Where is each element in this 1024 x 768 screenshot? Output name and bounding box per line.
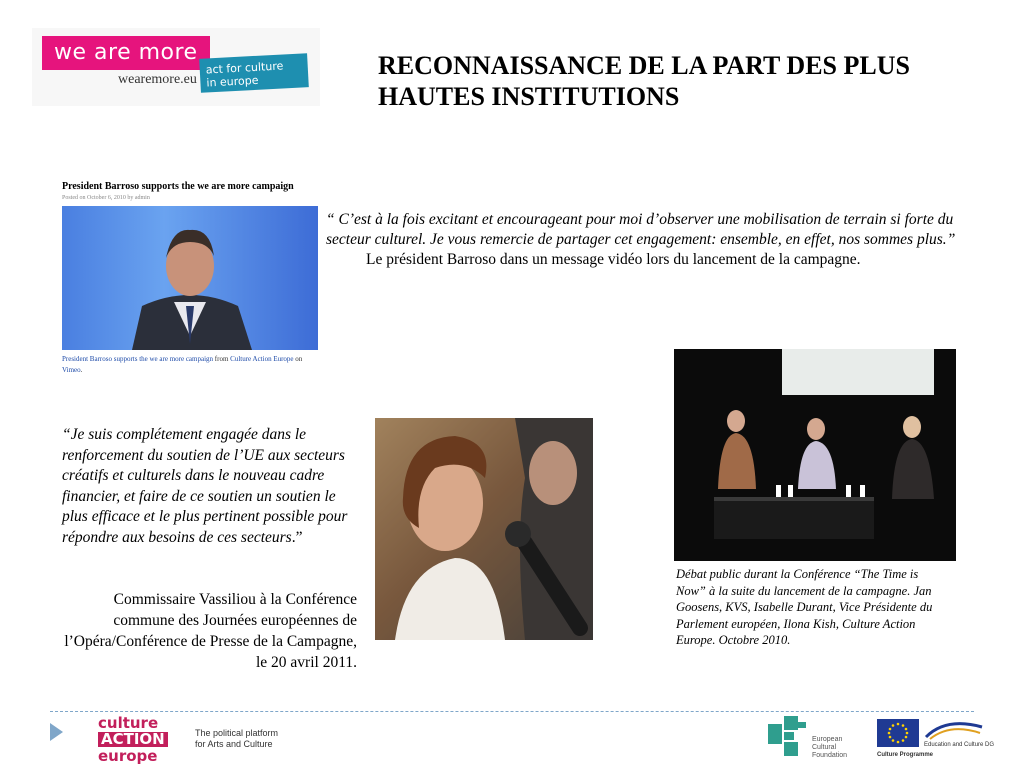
eu-dg-label: Education and Culture DG — [924, 742, 995, 748]
barroso-quote: “ C’est à la fois excitant et encourageant pour moi d’observer une mobilisation de terrain si forte du secteur culturel. Je vous remercie de partager cet engagement: ensemble, en effet, nos sommes plus.” Le président Barroso dans un message vidéo lors du lancement de la campagne. — [326, 210, 966, 270]
cae-tagline: The political platform for Arts and Culture — [195, 728, 279, 749]
footer-divider — [50, 711, 974, 712]
we-are-more-logo — [32, 28, 320, 106]
logo-tagline: act for culture in europe — [199, 53, 309, 93]
barroso-video[interactable] — [62, 206, 318, 350]
barroso-video-panel — [58, 178, 322, 378]
play-arrow-icon[interactable] — [50, 723, 63, 741]
vassiliou-illustration — [375, 418, 593, 640]
video-caption: President Barroso supports the we are more campaign from Culture Action Europe on Vimeo. — [62, 355, 303, 374]
debate-illustration — [674, 349, 956, 561]
barroso-portrait — [62, 206, 318, 350]
debate-caption: Débat public durant la Conférence “The Time is Now” à la suite du lancement de la campagne. Jan Goosens, KVS, Isabelle Durant, Vice Présidente du Parlement européen, Ilona Kish, Culture Action Europe. Octobre 2010. — [676, 567, 933, 647]
link-vimeo[interactable]: Vimeo — [62, 366, 81, 374]
eu-flag-icon — [877, 719, 919, 747]
vassiliou-quote: “Je suis complétement engagée dans le renforcement du soutien de l’UE aux secteurs créatifs et culturels dans le nouveau cadre financier, et faire de ce soutien un soutien le plus efficace et le plus pertinent possible pour répondre aux besoins de ces secteurs.” — [62, 426, 348, 546]
ecf-logo-icon — [768, 714, 808, 758]
vassiliou-photo — [375, 418, 593, 640]
video-heading: President Barroso supports the we are more campaign — [62, 181, 294, 192]
slide-title: RECONNAISSANCE DE LA PART DES PLUS HAUTES INSTITUTIONS — [378, 51, 910, 111]
culture-action-europe-logo: culture ACTION europe — [98, 716, 176, 764]
logo-url: wearemore.eu — [118, 72, 197, 87]
logo-main: we are more — [42, 36, 210, 70]
video-posted: Posted on October 6, 2010 by admin — [62, 195, 150, 201]
vassiliou-signature: Commissaire Vassiliou à la Conférence commune des Journées européennes de l’Opéra/Conférence de Presse de la Campagne, le 20 avril 2011. — [64, 591, 357, 671]
eu-swoosh-icon — [924, 719, 984, 741]
link-culture-action-europe[interactable]: Culture Action Europe — [230, 355, 294, 363]
ecf-label: European Cultural Foundation — [812, 736, 848, 759]
debate-photo — [674, 349, 956, 561]
culture-programme-label: Culture Programme — [877, 752, 934, 758]
eu-stars — [877, 719, 919, 747]
barroso-signature: Le président Barroso dans un message vidéo lors du lancement de la campagne. — [366, 251, 861, 268]
